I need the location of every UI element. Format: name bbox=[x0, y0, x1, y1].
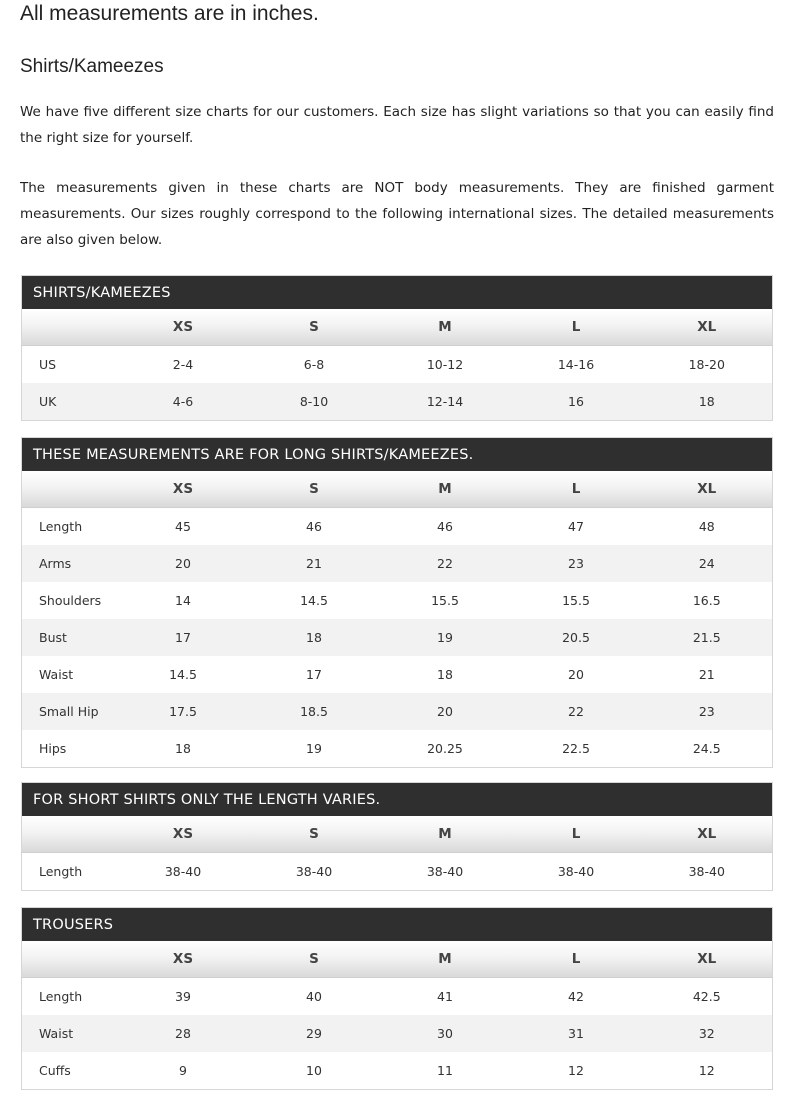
size-header: XS bbox=[118, 941, 249, 978]
size-header: L bbox=[511, 941, 642, 978]
size-header: L bbox=[511, 816, 642, 853]
size-header: XL bbox=[642, 471, 773, 508]
measurement-cell: 21 bbox=[249, 545, 380, 582]
row-label: Length bbox=[22, 853, 118, 891]
table-row bbox=[22, 508, 773, 546]
measurement-cell: 4-6 bbox=[118, 383, 249, 421]
measurement-cell: 18 bbox=[642, 383, 773, 421]
size-header: S bbox=[249, 941, 380, 978]
table-title: SHIRTS/KAMEEZES bbox=[22, 276, 773, 310]
table-row bbox=[22, 693, 773, 730]
measurement-cell: 18 bbox=[249, 619, 380, 656]
size-header: S bbox=[249, 816, 380, 853]
row-label: Waist bbox=[22, 1015, 118, 1052]
measurement-cell: 24.5 bbox=[642, 730, 773, 768]
measurement-cell: 16 bbox=[511, 383, 642, 421]
measurement-cell: 18 bbox=[118, 730, 249, 768]
short-shirts-table bbox=[21, 782, 773, 891]
size-header: M bbox=[380, 471, 511, 508]
measurement-cell: 38-40 bbox=[380, 853, 511, 891]
measurement-cell: 17 bbox=[118, 619, 249, 656]
measurement-cell: 20 bbox=[511, 656, 642, 693]
measurement-cell: 19 bbox=[380, 619, 511, 656]
measurement-cell: 12 bbox=[511, 1052, 642, 1090]
table-row bbox=[22, 383, 773, 421]
section-heading: Shirts/Kameezes bbox=[20, 56, 164, 77]
measurement-cell: 23 bbox=[511, 545, 642, 582]
row-label: Length bbox=[22, 978, 118, 1016]
table-row bbox=[22, 582, 773, 619]
size-header: S bbox=[249, 471, 380, 508]
measurement-cell: 38-40 bbox=[118, 853, 249, 891]
measurement-cell: 47 bbox=[511, 508, 642, 546]
measurement-cell: 22.5 bbox=[511, 730, 642, 768]
table-row bbox=[22, 853, 773, 891]
row-label: US bbox=[22, 346, 118, 384]
table-row bbox=[22, 730, 773, 768]
measurement-cell: 40 bbox=[249, 978, 380, 1016]
size-header: M bbox=[380, 816, 511, 853]
table-row bbox=[22, 1015, 773, 1052]
measurement-cell: 18 bbox=[380, 656, 511, 693]
size-header: L bbox=[511, 471, 642, 508]
header-blank-cell bbox=[22, 816, 118, 853]
measurement-cell: 10-12 bbox=[380, 346, 511, 384]
intro-paragraph-1: We have five different size charts for our customers. Each size has slight variations so that you can easily find the right size for yourself. bbox=[20, 104, 774, 146]
measurement-cell: 32 bbox=[642, 1015, 773, 1052]
size-header-row bbox=[22, 471, 773, 508]
measurement-cell: 24 bbox=[642, 545, 773, 582]
measurement-cell: 22 bbox=[511, 693, 642, 730]
measurement-cell: 16.5 bbox=[642, 582, 773, 619]
measurement-cell: 20 bbox=[118, 545, 249, 582]
measurement-cell: 42 bbox=[511, 978, 642, 1016]
size-header: S bbox=[249, 309, 380, 346]
header-blank-cell bbox=[22, 471, 118, 508]
row-label: Length bbox=[22, 508, 118, 546]
measurement-cell: 38-40 bbox=[511, 853, 642, 891]
size-header: L bbox=[511, 309, 642, 346]
header-blank-cell bbox=[22, 941, 118, 978]
measurement-cell: 19 bbox=[249, 730, 380, 768]
measurement-cell: 14.5 bbox=[249, 582, 380, 619]
measurement-cell: 42.5 bbox=[642, 978, 773, 1016]
measurement-cell: 38-40 bbox=[642, 853, 773, 891]
measurement-cell: 22 bbox=[380, 545, 511, 582]
size-header: M bbox=[380, 941, 511, 978]
table-row bbox=[22, 978, 773, 1016]
table-row bbox=[22, 346, 773, 384]
table-row bbox=[22, 1052, 773, 1090]
row-label: UK bbox=[22, 383, 118, 421]
measurement-cell: 8-10 bbox=[249, 383, 380, 421]
trousers-table bbox=[21, 907, 773, 1090]
measurement-cell: 46 bbox=[380, 508, 511, 546]
table-title: THESE MEASUREMENTS ARE FOR LONG SHIRTS/KAMEEZES. bbox=[22, 438, 773, 472]
measurement-cell: 11 bbox=[380, 1052, 511, 1090]
size-header: XS bbox=[118, 816, 249, 853]
measurement-cell: 6-8 bbox=[249, 346, 380, 384]
size-header: XL bbox=[642, 816, 773, 853]
table-title: FOR SHORT SHIRTS ONLY THE LENGTH VARIES. bbox=[22, 783, 773, 817]
page-headline: All measurements are in inches. bbox=[20, 2, 319, 25]
measurement-cell: 45 bbox=[118, 508, 249, 546]
table-row bbox=[22, 656, 773, 693]
long-shirts-table bbox=[21, 437, 773, 768]
row-label: Arms bbox=[22, 545, 118, 582]
measurement-cell: 9 bbox=[118, 1052, 249, 1090]
size-header: XS bbox=[118, 471, 249, 508]
measurement-cell: 20.5 bbox=[511, 619, 642, 656]
shirts-sizes-table bbox=[21, 275, 773, 421]
measurement-cell: 2-4 bbox=[118, 346, 249, 384]
measurement-cell: 21.5 bbox=[642, 619, 773, 656]
row-label: Bust bbox=[22, 619, 118, 656]
measurement-cell: 39 bbox=[118, 978, 249, 1016]
measurement-cell: 38-40 bbox=[249, 853, 380, 891]
table-row bbox=[22, 545, 773, 582]
measurement-cell: 15.5 bbox=[380, 582, 511, 619]
measurement-cell: 18-20 bbox=[642, 346, 773, 384]
measurement-cell: 17 bbox=[249, 656, 380, 693]
measurement-cell: 30 bbox=[380, 1015, 511, 1052]
measurement-cell: 17.5 bbox=[118, 693, 249, 730]
measurement-cell: 20 bbox=[380, 693, 511, 730]
measurement-cell: 31 bbox=[511, 1015, 642, 1052]
measurement-cell: 12-14 bbox=[380, 383, 511, 421]
measurement-cell: 14-16 bbox=[511, 346, 642, 384]
measurement-cell: 41 bbox=[380, 978, 511, 1016]
measurement-cell: 10 bbox=[249, 1052, 380, 1090]
measurement-cell: 21 bbox=[642, 656, 773, 693]
table-row bbox=[22, 619, 773, 656]
measurement-cell: 20.25 bbox=[380, 730, 511, 768]
row-label: Small Hip bbox=[22, 693, 118, 730]
table-title: TROUSERS bbox=[22, 908, 773, 942]
header-blank-cell bbox=[22, 309, 118, 346]
size-header-row bbox=[22, 309, 773, 346]
measurement-cell: 29 bbox=[249, 1015, 380, 1052]
measurement-cell: 12 bbox=[642, 1052, 773, 1090]
measurement-cell: 18.5 bbox=[249, 693, 380, 730]
size-header-row bbox=[22, 816, 773, 853]
measurement-cell: 14.5 bbox=[118, 656, 249, 693]
measurement-cell: 23 bbox=[642, 693, 773, 730]
measurement-cell: 15.5 bbox=[511, 582, 642, 619]
size-header-row bbox=[22, 941, 773, 978]
intro-paragraph-2: The measurements given in these charts are NOT body measurements. They are finished garment measurements. Our sizes roughly correspond to the following international sizes. The detailed measurements are also given below. bbox=[20, 180, 774, 248]
size-header: XL bbox=[642, 941, 773, 978]
measurement-cell: 48 bbox=[642, 508, 773, 546]
size-header: XL bbox=[642, 309, 773, 346]
measurement-cell: 46 bbox=[249, 508, 380, 546]
size-header: XS bbox=[118, 309, 249, 346]
row-label: Shoulders bbox=[22, 582, 118, 619]
size-header: M bbox=[380, 309, 511, 346]
row-label: Cuffs bbox=[22, 1052, 118, 1090]
measurement-cell: 28 bbox=[118, 1015, 249, 1052]
row-label: Waist bbox=[22, 656, 118, 693]
measurement-cell: 14 bbox=[118, 582, 249, 619]
row-label: Hips bbox=[22, 730, 118, 768]
